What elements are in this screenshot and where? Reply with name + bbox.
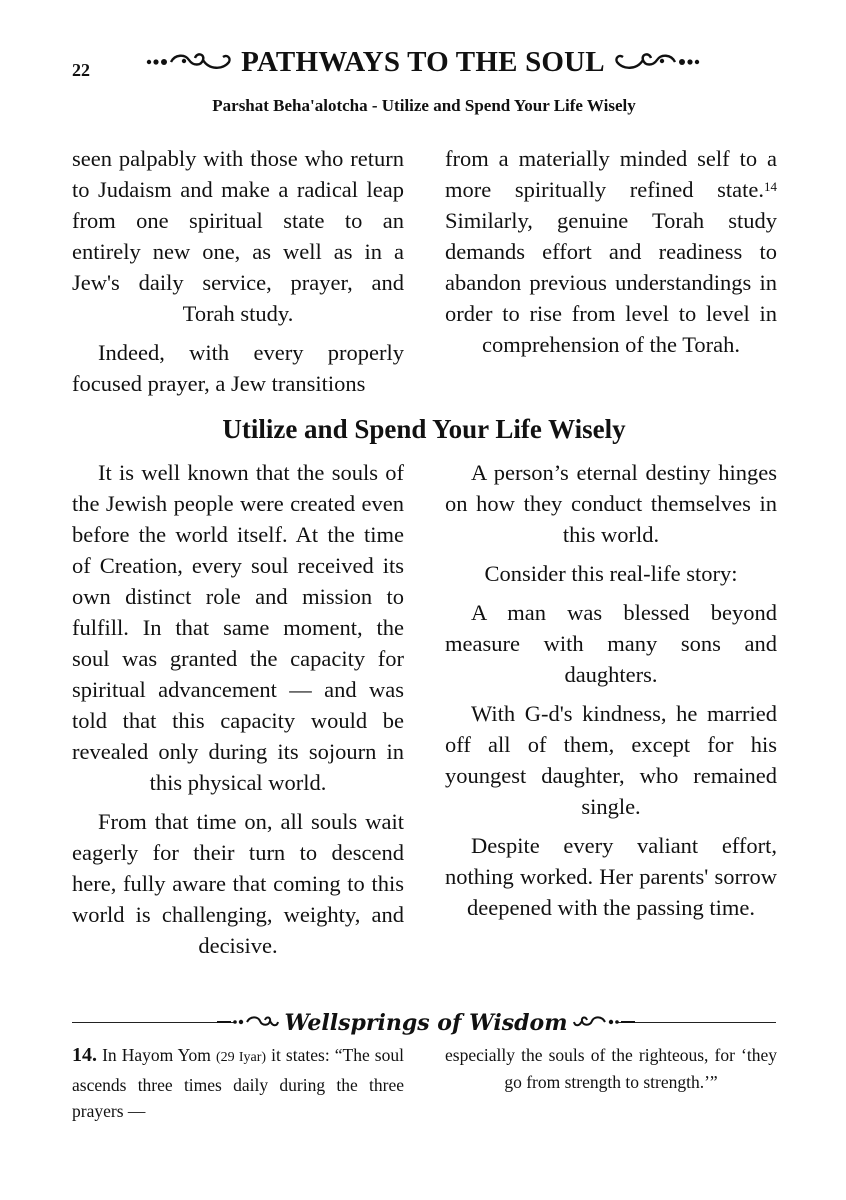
footnote-text: it states: “The soul ascends three times daily during the three prayers — bbox=[72, 1045, 404, 1121]
left-flourish-icon bbox=[217, 1013, 279, 1034]
footnote-number: 14. bbox=[72, 1044, 97, 1066]
paragraph: A person’s eternal destiny hinges on how they conduct themselves in this world. bbox=[445, 460, 777, 547]
paragraph bbox=[445, 143, 777, 360]
footnote-continuation: especially the souls of the righteous, for ‘they go from strength to strength.’” bbox=[445, 1045, 777, 1092]
footnote-text: In Hayom Yom bbox=[102, 1045, 216, 1065]
top-left-column bbox=[72, 143, 404, 407]
footnote-reference: 14 bbox=[764, 179, 777, 194]
paragraph: Despite every valiant effort, nothing worked. Her parents' sorrow deepened with the passing time. bbox=[445, 833, 777, 920]
footnote-right-column bbox=[445, 1042, 777, 1095]
paragraph: With G-d's kindness, he married off all of them, except for his youngest daughter, who remained single. bbox=[445, 701, 777, 819]
right-flourish-icon bbox=[573, 1013, 635, 1034]
top-right-column bbox=[445, 143, 777, 368]
running-header bbox=[130, 46, 716, 79]
section-heading: Utilize and Spend Your Life Wisely bbox=[222, 414, 626, 444]
footnote-date: (29 Iyar) bbox=[216, 1050, 267, 1065]
footer-banner-title: Wellsprings of Wisdom bbox=[284, 1010, 568, 1036]
footer-banner bbox=[236, 1008, 616, 1038]
page-number: 22 bbox=[72, 60, 90, 80]
left-flourish-icon bbox=[145, 49, 233, 76]
running-header-title: PATHWAYS TO THE SOUL bbox=[241, 46, 605, 78]
chapter-subtitle: Parshat Beha'alotcha - Utilize and Spend Your Life Wisely bbox=[212, 96, 636, 115]
paragraph-text: Similarly, genuine Torah study demands effort and readiness to abandon previous understandings in order to rise from level to level in comprehension of the Torah. bbox=[445, 208, 777, 357]
bottom-left-column bbox=[72, 457, 404, 969]
paragraph: Indeed, with every properly focused prayer, a Jew transitions bbox=[72, 340, 404, 396]
paragraph: seen palpably with those who return to Judaism and make a radical leap from one spiritual state to an entirely new one, as well as in a Jew's daily service, prayer, and Torah study. bbox=[72, 146, 404, 326]
footnote-left-column bbox=[72, 1042, 404, 1125]
paragraph: Consider this real-life story: bbox=[484, 561, 738, 586]
paragraph: It is well known that the souls of the Jewish people were created even before the world itself. At the time of Creation, every soul received its own distinct role and mission to fulfill. In that same moment, the soul was granted the capacity for spiritual advancement — and was told that this capacity would be revealed only during its sojourn in this physical world. bbox=[72, 460, 404, 795]
paragraph: A man was blessed beyond measure with many sons and daughters. bbox=[445, 600, 777, 687]
paragraph-text: from a materially minded self to a more spiritually refined state. bbox=[445, 146, 777, 202]
paragraph: From that time on, all souls wait eagerly for their turn to descend here, fully aware that coming to this world is challenging, weighty, and decisive. bbox=[72, 809, 404, 958]
right-flourish-icon bbox=[613, 49, 701, 76]
bottom-right-column bbox=[445, 457, 777, 931]
footnote bbox=[72, 1042, 404, 1125]
